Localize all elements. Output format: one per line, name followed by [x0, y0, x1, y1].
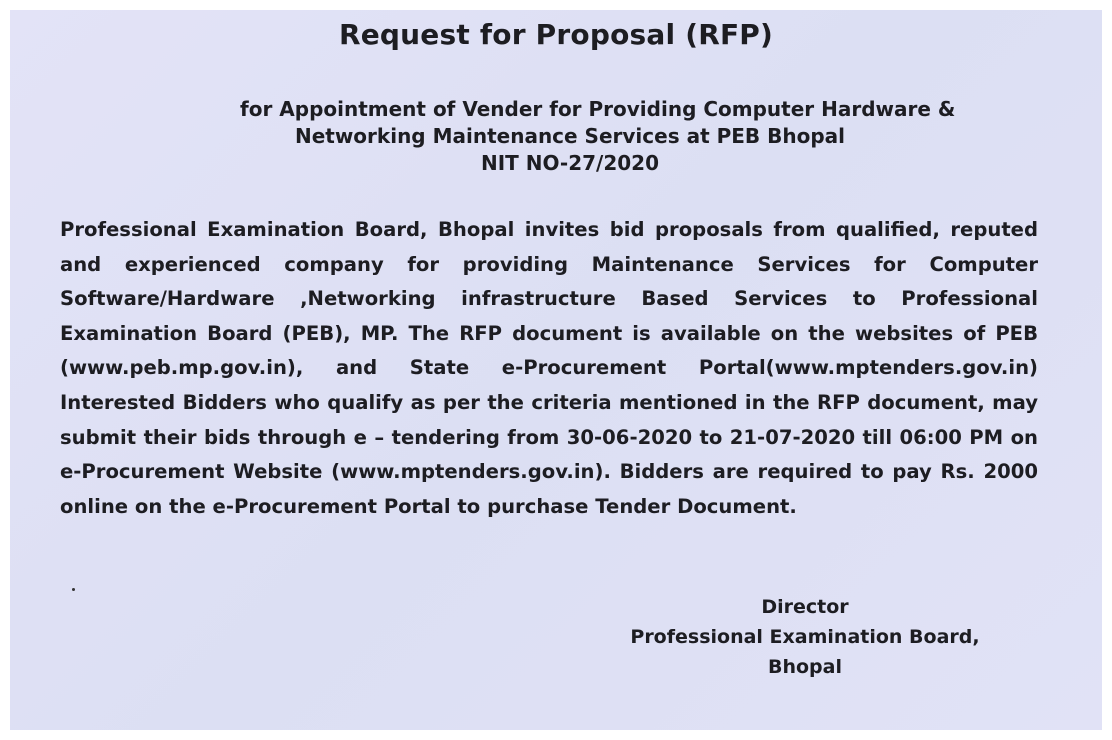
- notice-subtitle: [240, 96, 956, 177]
- signature-block: [610, 592, 1000, 682]
- stray-mark: [72, 588, 75, 591]
- signatory-designation: Director: [761, 596, 849, 618]
- signatory-organization: Professional Examination Board,: [630, 626, 980, 648]
- nit-number: NIT NO-27/2020: [481, 151, 659, 175]
- subtitle-line-2: Networking Maintenance Services at PEB Bhopal: [294, 124, 846, 148]
- page-title: Request for Proposal (RFP): [338, 18, 774, 51]
- notice-body: Professional Examination Board, Bhopal invites bid proposals from qualified, reputed and experienced company for providing Maintenance Services for Computer Software/Hardware ,Networking infrastructure Based Services to Professional Examination Board (PEB), MP. The RFP document is available on the websites of PEB (www.peb.mp.gov.in), and State e-Procurement Portal(www.mptenders.gov.in) Interested Bidders who qualify as per the criteria mentioned in the RFP document, may submit their bids through e – tendering from 30-06-2020 to 21-07-2020 till 06:00 PM on e-Procurement Website (www.mptenders.gov.in). Bidders are required to pay Rs. 2000 online on the e-Procurement Portal to purchase Tender Document.: [60, 218, 1038, 518]
- notice-page: [10, 10, 1102, 730]
- subtitle-line-1: for Appointment of Vender for Providing Computer Hardware &: [240, 97, 956, 121]
- signatory-city: Bhopal: [768, 656, 842, 678]
